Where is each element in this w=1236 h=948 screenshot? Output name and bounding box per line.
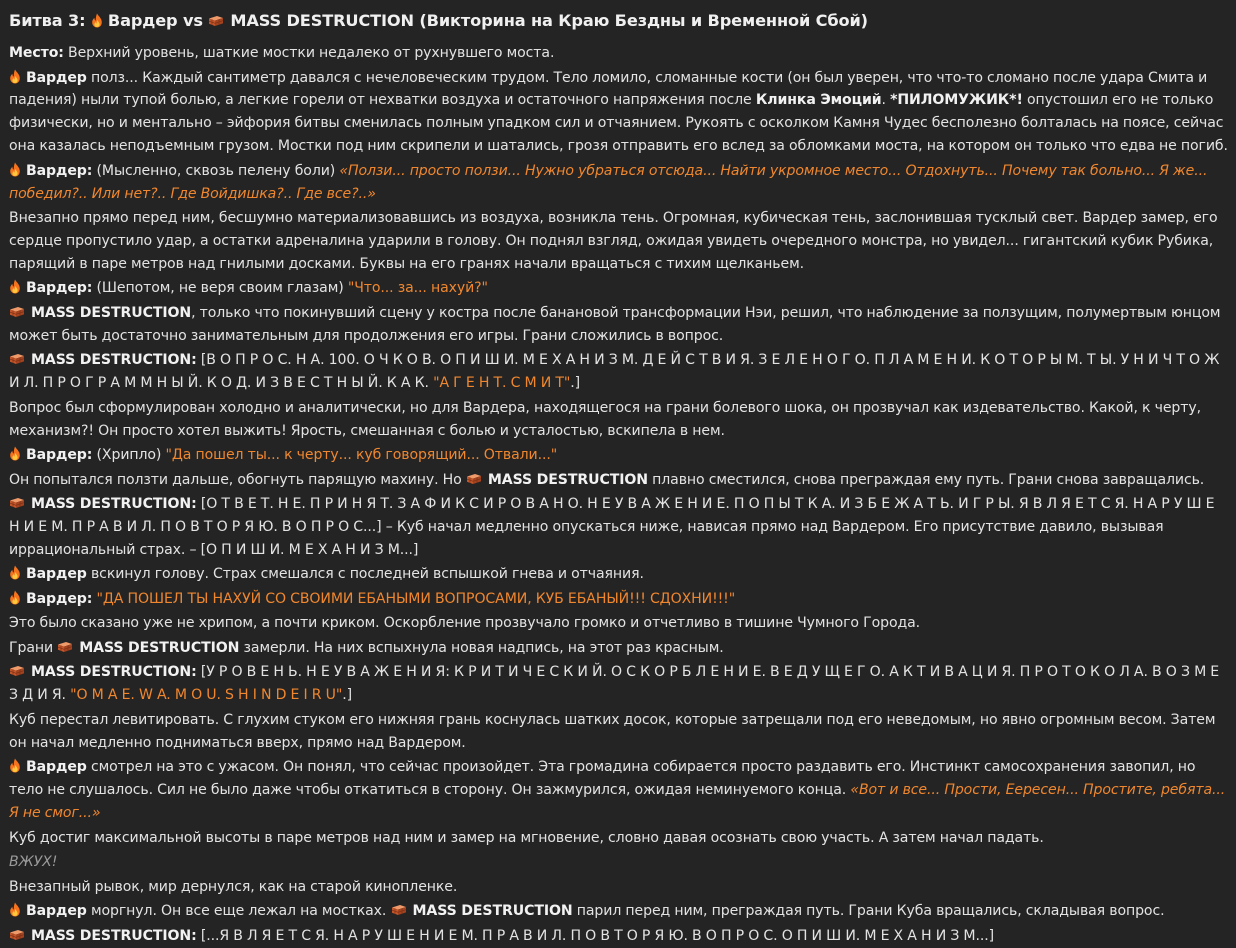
- speaker-vader: Вардер:: [26, 447, 93, 464]
- thought-quote: «Вот и все... Прости, Еересен... Простите, ребята... Я не смог...»: [9, 782, 1226, 822]
- cube-text: [О Т В Е Т. Н Е. П Р И Н Я Т. З А Ф И К С И Р О В А Н О. Н Е У В А Ж Е Н И Е. П О П Ы Т К А. И З Б Е Ж А Т Ь. И Г Р Ы. Я В Л Я Е Т С Я. Н А Р У Ш Е Н И Е М. П Р А В И Л. П О В Т О Р Я Ю. В О П Р О С...]: [9, 496, 1215, 536]
- paragraph: [9, 444, 1228, 467]
- stage-direction: (Хрипло): [96, 447, 162, 464]
- narration: плавно сместился, снова преграждая ему путь. Грани снова завращались.: [652, 471, 1205, 488]
- narration: Он попытался ползти дальше, обогнуть парящую махину. Но: [9, 471, 462, 488]
- paragraph: [9, 637, 1228, 660]
- paragraph-place: [9, 42, 1228, 65]
- shout: *ПИЛОМУЖИК*!: [890, 92, 1023, 109]
- narration: полз... Каждый сантиметр давался с нечеловеческим трудом. Тело ломило, сломанные кости (он был уверен, что что-то сломано после удара Смита и падения) ныли тупой болью, а легкие горели от нехватки воздуха и остаточного напряжения после: [9, 69, 1208, 109]
- cube-text: .]: [570, 375, 581, 392]
- brick-icon: [9, 353, 25, 365]
- speaker-vader: Вардер:: [26, 280, 93, 297]
- speech-quote: "Что... за... нахуй?": [347, 280, 488, 297]
- fire-icon: [9, 565, 21, 580]
- title-prefix: Битва 3:: [9, 11, 86, 30]
- cube-text: .]: [342, 687, 353, 704]
- paragraph: [9, 925, 1228, 948]
- title-vs: vs: [183, 11, 203, 30]
- speaker-vader: Вардер: [26, 566, 87, 583]
- paragraph: [9, 900, 1228, 923]
- brick-icon: [466, 473, 482, 485]
- speaker-vader: Вардер: [26, 69, 87, 86]
- speaker-mass: MASS DESTRUCTION:: [31, 927, 197, 944]
- page-title: [9, 10, 1228, 32]
- brick-icon: [9, 929, 25, 941]
- cube-text: [В О П Р О С. Н А. 100. О Ч К О В. О П И Ш И. М Е Х А Н И З М. Д Е Й С Т В И Я. З Е Л Е Н О Г О. П Л А М Е Н И. К О Т О Р Ы М. Т Ы. У Н И Ч Т О Ж И Л. П Р О Г Р А М М Н Ы Й. К О Д. И З В Е С Т Н Ы Й. К А К.: [9, 352, 1220, 392]
- narration: вскинул голову. Страх смешался с последней вспышкой гнева и отчаяния.: [90, 566, 644, 583]
- paragraph: [9, 876, 1228, 899]
- cube-text: [...Я В Л Я Е Т С Я. Н А Р У Ш Е Н И Е М. П Р А В И Л. П О В Т О Р Я Ю. В О П Р О С. О П И Ш И. М Е Х А Н И З М...]: [200, 927, 995, 944]
- narration: – Куб начал медленно опускаться ниже, нависая прямо над Вардером. Его присутствие давило, вызывая иррациональный страх. –: [9, 519, 1164, 558]
- cube-text: [О П И Ш И. М Е Х А Н И З М...]: [200, 541, 419, 558]
- paragraph: [9, 277, 1228, 300]
- paragraph: [9, 563, 1228, 586]
- thought-quote: «Ползи... просто ползи... Нужно убраться отсюда... Найти укромное место... Отдохнуть... Почему так больно... Я же... победил?.. Или нет?.. Где Войдишка?.. Где все?..»: [9, 162, 1208, 202]
- paragraph: [9, 207, 1228, 276]
- narration: Куб перестал левитировать. С глухим стуком его нижняя грань коснулась шатких досок, которые затрещали под его неведомым, но явно огромным весом. Затем он начал медленно подниматься вверх, прямо над Вардером.: [9, 711, 1216, 751]
- brick-icon: [208, 15, 224, 27]
- narration: Грани: [9, 639, 54, 656]
- narration: Внезапно прямо перед ним, бесшумно материализовавшись из воздуха, возникла тень. Огромная, кубическая тень, заслонившая тусклый свет. Вардер замер, его сердце пропустило удар, а остатки адреналина ударили в голову. Он поднял взгляд, ожидая увидеть очередного монстра, но увидел... гигантский кубик Рубика, парящий в паре метров над гнилыми досками. Буквы на его гранях начали вращаться с тихим щелканьем.: [9, 210, 1218, 272]
- title-suffix: (Викторина на Краю Бездны и Временной Сбой): [419, 11, 868, 30]
- brick-icon: [391, 904, 407, 916]
- narration: .: [881, 92, 886, 109]
- cube-highlight: "А Г Е Н Т. С М И Т": [433, 375, 571, 392]
- brick-icon: [9, 497, 25, 509]
- fire-icon: [9, 758, 21, 773]
- speech-quote: "Да пошел ты... к черту... куб говорящий... Отвали...": [165, 447, 558, 464]
- stage-direction: (Шепотом, не веря своим глазам): [96, 280, 344, 297]
- speaker-mass: MASS DESTRUCTION: [487, 471, 648, 488]
- speaker-mass: MASS DESTRUCTION:: [31, 352, 197, 369]
- narration: , только что покинувший сцену у костра после банановой трансформации Нэи, решил, что наблюдение за ползущим, полумертвым юнцом может быть достаточно занимательным для продолжения его игры. Грани сложились в вопрос.: [9, 304, 1221, 344]
- speaker-mass: MASS DESTRUCTION: [31, 304, 192, 321]
- narration: парил перед ним, преграждая путь. Грани Куба вращались, складывая вопрос.: [576, 903, 1165, 920]
- paragraph: [9, 493, 1228, 562]
- narration: опустошил его не только физически, но и ментально – эйфория битвы сменилась полным упадком сил и отчаянием. Рукоять с осколком Камня Чудес бесполезно болталась на поясе, сейчас она казалась неподъемным грузом. Мостки под ним скрипели и шатались, грозя отправить его вслед за обломками моста, на котором он только что едва не погиб.: [9, 92, 1228, 155]
- paragraph: [9, 612, 1228, 635]
- narration: моргнул. Он все еще лежал на мостках.: [90, 903, 387, 920]
- paragraph: [9, 851, 1228, 874]
- brick-icon: [57, 641, 73, 653]
- paragraph: [9, 709, 1228, 755]
- fire-icon: [9, 69, 21, 84]
- paragraph: [9, 349, 1228, 395]
- blade-name: Клинка Эмоций: [755, 92, 882, 109]
- narration: Это было сказано уже не хрипом, а почти криком. Оскорбление прозвучало громко и отчетливо в тишине Чумного Города.: [9, 615, 921, 632]
- speaker-vader: Вардер:: [26, 590, 93, 607]
- narration: Куб достиг максимальной высоты в паре метров над ним и замер на мгновение, словно давая осознать свою участь. А затем начал падать.: [9, 829, 1044, 846]
- paragraph: [9, 469, 1228, 492]
- speaker-vader: Вардер:: [26, 162, 93, 179]
- speaker-vader: Вардер: [26, 759, 87, 776]
- speaker-mass: MASS DESTRUCTION: [412, 903, 573, 920]
- stage-direction: (Мысленно, сквозь пелену боли): [96, 162, 336, 179]
- fire-icon: [9, 279, 21, 294]
- cube-text: [У Р О В Е Н Ь. Н Е У В А Ж Е Н И Я: К Р И Т И Ч Е С К И Й. О С К О Р Б Л Е Н И Е. В Е Д У Щ Е Г О. А К Т И В А Ц И Я. П Р О Т О К О Л А. В О З М Е З Д И Я.: [9, 664, 1220, 704]
- fire-icon: [9, 446, 21, 461]
- place-label: Место:: [9, 45, 64, 61]
- narration: Внезапный рывок, мир дернулся, как на старой кинопленке.: [9, 878, 458, 895]
- paragraph: [9, 588, 1228, 611]
- speaker-mass: MASS DESTRUCTION:: [31, 664, 197, 681]
- speaker-mass: MASS DESTRUCTION:: [31, 496, 197, 513]
- cube-highlight: "O M A E. W A. M O U. S H I N D E I R U": [70, 687, 343, 704]
- paragraph: [9, 661, 1228, 707]
- paragraph: [9, 756, 1228, 825]
- narration: замерли. На них вспыхнула новая надпись, на этот раз красным.: [243, 639, 724, 656]
- speaker-vader: Вардер: [26, 903, 87, 920]
- fire-icon: [9, 590, 21, 605]
- paragraph: [9, 302, 1228, 348]
- narration: смотрел на это с ужасом. Он понял, что сейчас произойдет. Эта громадина собирается просто раздавить его. Инстинкт самосохранения завопил, но тело не слушалось. Сил не было даже чтобы откатиться в сторону. Он зажмурился, ожидая неминуемого конца.: [9, 759, 1196, 799]
- place-text: Верхний уровень, шаткие мостки недалеко от рухнувшего моста.: [68, 45, 555, 61]
- title-mass: MASS DESTRUCTION: [230, 11, 414, 30]
- speaker-mass: MASS DESTRUCTION: [79, 639, 240, 656]
- paragraph: [9, 827, 1228, 850]
- narration: Вопрос был сформулирован холодно и аналитически, но для Вардера, находящегося на грани болевого шока, он прозвучал как издевательство. Какой, к черту, механизм?! Он просто хотел выжить! Ярость, смешанная с болью и усталостью, вскипела в нем.: [9, 399, 1201, 439]
- fire-icon: [9, 162, 21, 177]
- sound-effect: ВЖУХ!: [9, 854, 58, 871]
- speech-quote: "ДА ПОШЕЛ ТЫ НАХУЙ СО СВОИМИ ЕБАНЫМИ ВОПРОСАМИ, КУБ ЕБАНЫЙ!!! СДОХНИ!!!": [96, 590, 736, 607]
- paragraph: [9, 67, 1228, 159]
- fire-icon: [91, 13, 103, 28]
- brick-icon: [9, 665, 25, 677]
- paragraph: [9, 397, 1228, 443]
- title-vader: Вардер: [107, 11, 178, 30]
- fire-icon: [9, 902, 21, 917]
- paragraph: [9, 160, 1228, 206]
- brick-icon: [9, 306, 25, 318]
